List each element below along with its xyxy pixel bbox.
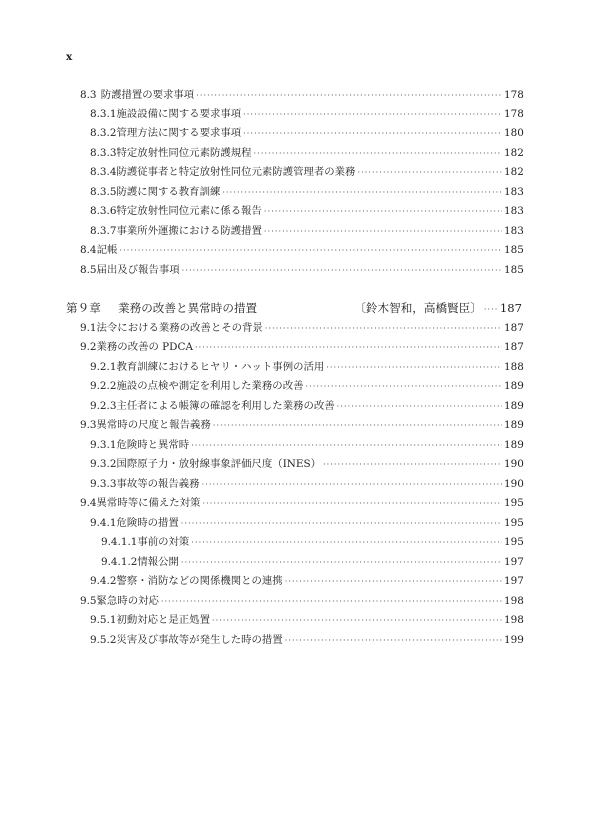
toc-entry-8-3-5[interactable] [90, 185, 522, 199]
leader-dots [120, 244, 502, 258]
chapter-title: 業務の改善と異常時の措置 [118, 301, 258, 315]
toc-page: 189 [504, 419, 524, 431]
toc-title: 警察・消防などの関係機関との連携 [116, 575, 283, 587]
toc-number: 8.3 [80, 89, 97, 101]
toc-title: 緊急時の対応 [96, 595, 159, 607]
toc-number: 9.4 [80, 497, 97, 509]
toc-number: 8.5 [80, 264, 97, 276]
toc-number: 9.3.2 [90, 458, 117, 470]
toc-page: 178 [504, 89, 524, 101]
toc-title: 教育訓練におけるヒヤリ・ハット事例の活用 [116, 361, 325, 373]
toc-title: 異常時等に備えた対策 [96, 497, 201, 509]
toc-page: 187 [504, 341, 524, 353]
toc-title: 防護措置の要求事項 [100, 89, 195, 101]
toc-entry-9-5-1[interactable] [90, 613, 522, 627]
toc-number: 8.3.4 [90, 166, 117, 178]
toc-chapter-9[interactable] [66, 301, 522, 315]
toc-title: 危険時の措置 [116, 517, 179, 529]
leader-dots [196, 89, 502, 103]
toc-entry-8-3-1[interactable] [90, 107, 522, 121]
toc-page: 190 [504, 458, 524, 470]
toc-entry-8-3-7[interactable] [90, 224, 522, 238]
toc-title: 初動対応と是正処置 [116, 614, 210, 626]
toc-page: 188 [504, 361, 524, 373]
toc-number: 9.4.1.1 [101, 536, 138, 548]
toc-number: 9.3.1 [90, 439, 117, 451]
toc-entry-8-5[interactable] [80, 263, 522, 277]
leader-dots [337, 400, 502, 414]
toc-page: 199 [504, 634, 524, 646]
toc-number: 9.1 [80, 322, 97, 334]
toc-title: 危険時と異常時 [116, 439, 190, 451]
toc-page: 197 [504, 575, 524, 587]
leader-dots [264, 225, 502, 239]
toc-entry-9-4-1-1[interactable] [101, 535, 522, 549]
toc-number: 9.5 [80, 595, 97, 607]
toc-title: 国際原子力・放射線事象評価尺度（INES） [116, 458, 321, 470]
toc-title: 記帳 [96, 244, 118, 256]
toc-page: 197 [504, 556, 524, 568]
toc-title: 情報公開 [137, 556, 179, 568]
leader-dots [243, 108, 502, 122]
toc-page: 195 [504, 517, 524, 529]
toc-title: 事前の対策 [137, 536, 190, 548]
toc-entry-9-3[interactable] [80, 418, 522, 432]
toc-entry-9-2-2[interactable] [90, 379, 522, 393]
toc-title: 事故等の報告義務 [116, 478, 200, 490]
toc-number: 9.2.3 [90, 400, 117, 412]
toc-entry-9-2-1[interactable] [90, 360, 522, 374]
leader-dots [243, 127, 502, 141]
toc-entry-9-4-1[interactable] [90, 516, 522, 530]
toc-title: 施設設備に関する要求事項 [116, 108, 242, 120]
leader-dots [181, 556, 502, 570]
chapter-number: 第９章 [66, 301, 101, 315]
toc-page: 182 [504, 166, 524, 178]
toc-page: 187 [499, 301, 522, 315]
toc-page: 178 [504, 108, 524, 120]
leader-dots [202, 478, 502, 492]
toc-number: 8.3.7 [90, 225, 117, 237]
toc-number: 9.2.2 [90, 380, 117, 392]
leader-dots [357, 166, 502, 180]
toc-title: 災害及び事故等が発生した時の措置 [116, 634, 283, 646]
toc-title: 防護従事者と特定放射性同位元素防護管理者の業務 [116, 166, 356, 178]
toc-number: 9.4.1 [90, 517, 117, 529]
leader-dots [264, 205, 502, 219]
toc-page: 185 [504, 244, 524, 256]
toc-page: 195 [504, 536, 524, 548]
leader-dots [285, 575, 502, 589]
toc-page: 189 [504, 439, 524, 451]
leader-dots [222, 186, 502, 200]
toc-number: 8.3.2 [90, 127, 117, 139]
leader-dots [254, 147, 502, 161]
toc-page: 195 [504, 497, 524, 509]
toc-title: 届出及び報告事項 [96, 264, 180, 276]
toc-title: 異常時の尺度と報告義務 [96, 419, 211, 431]
toc-page: 189 [504, 400, 524, 412]
toc-number: 8.4 [80, 244, 97, 256]
toc-page: 185 [504, 264, 524, 276]
chapter-authors: 〔鈴木智和，高橋賢臣〕 [354, 301, 482, 315]
leader-dots [305, 380, 502, 394]
toc-page: 183 [504, 225, 524, 237]
toc-page: 183 [504, 205, 524, 217]
toc-number: 9.2.1 [90, 361, 117, 373]
leader-dots [484, 303, 498, 317]
toc-entry-8-4[interactable] [80, 243, 522, 257]
toc-number: 8.3.5 [90, 186, 117, 198]
toc-entry-9-3-2[interactable] [90, 457, 522, 471]
toc-entry-9-1[interactable] [80, 321, 522, 335]
toc-entry-8-3-2[interactable] [90, 126, 522, 140]
toc-number: 8.3.6 [90, 205, 117, 217]
toc-entry-9-4[interactable] [80, 496, 522, 510]
leader-dots [213, 419, 502, 433]
toc-page: 198 [504, 595, 524, 607]
leader-dots [265, 322, 502, 336]
leader-dots [191, 536, 502, 550]
toc-entry-9-2[interactable] [80, 340, 522, 354]
toc-title: 法令における業務の改善とその背景 [96, 322, 263, 334]
toc-number: 9.5.1 [90, 614, 117, 626]
toc-number: 9.5.2 [90, 634, 117, 646]
leader-dots [326, 361, 502, 375]
toc-title: 業務の改善の PDCA [96, 341, 193, 353]
toc-page: 187 [504, 322, 524, 334]
toc-number: 8.3.3 [90, 147, 117, 159]
toc-page: 180 [504, 127, 524, 139]
toc-entry-8-3-3[interactable] [90, 146, 522, 160]
leader-dots [202, 497, 502, 511]
toc-entry-8-3-6[interactable] [90, 204, 522, 218]
leader-dots [285, 634, 502, 648]
leader-dots [195, 341, 502, 355]
leader-dots [161, 595, 502, 609]
leader-dots [181, 517, 502, 531]
leader-dots [191, 439, 502, 453]
toc-page: 198 [504, 614, 524, 626]
toc-title: 特定放射性同位元素防護規程 [116, 147, 252, 159]
toc-title: 施設の点検や測定を利用した業務の改善 [116, 380, 304, 392]
leader-dots [323, 458, 502, 472]
toc-entry-9-3-3[interactable] [90, 477, 522, 491]
toc-entry-8-3-4[interactable] [90, 165, 522, 179]
leader-dots [212, 614, 502, 628]
page-number: x [66, 51, 73, 63]
toc-number: 9.3 [80, 419, 97, 431]
toc-entry-9-4-1-2[interactable] [101, 555, 522, 569]
toc-page: 182 [504, 147, 524, 159]
toc-entry-8-3[interactable] [80, 88, 522, 102]
toc-page: 190 [504, 478, 524, 490]
toc-entry-9-5[interactable] [80, 594, 522, 608]
leader-dots [182, 264, 502, 278]
toc-number: 8.3.1 [90, 108, 117, 120]
toc-entry-9-2-3[interactable] [90, 399, 522, 413]
toc-number: 9.4.1.2 [101, 556, 138, 568]
toc-title: 特定放射性同位元素に係る報告 [116, 205, 262, 217]
toc-title: 防護に関する教育訓練 [116, 186, 221, 198]
toc-page: 183 [504, 186, 524, 198]
toc-title: 管理方法に関する要求事項 [116, 127, 242, 139]
toc-title: 主任者による帳簿の確認を利用した業務の改善 [116, 400, 335, 412]
toc-title: 事業所外運搬における防護措置 [116, 225, 262, 237]
toc-entry-9-4-2[interactable] [90, 574, 522, 588]
toc-number: 9.2 [80, 341, 97, 353]
toc-entry-9-3-1[interactable] [90, 438, 522, 452]
toc-page: 189 [504, 380, 524, 392]
toc-number: 9.4.2 [90, 575, 117, 587]
toc-number: 9.3.3 [90, 478, 117, 490]
toc-entry-9-5-2[interactable] [90, 633, 522, 647]
